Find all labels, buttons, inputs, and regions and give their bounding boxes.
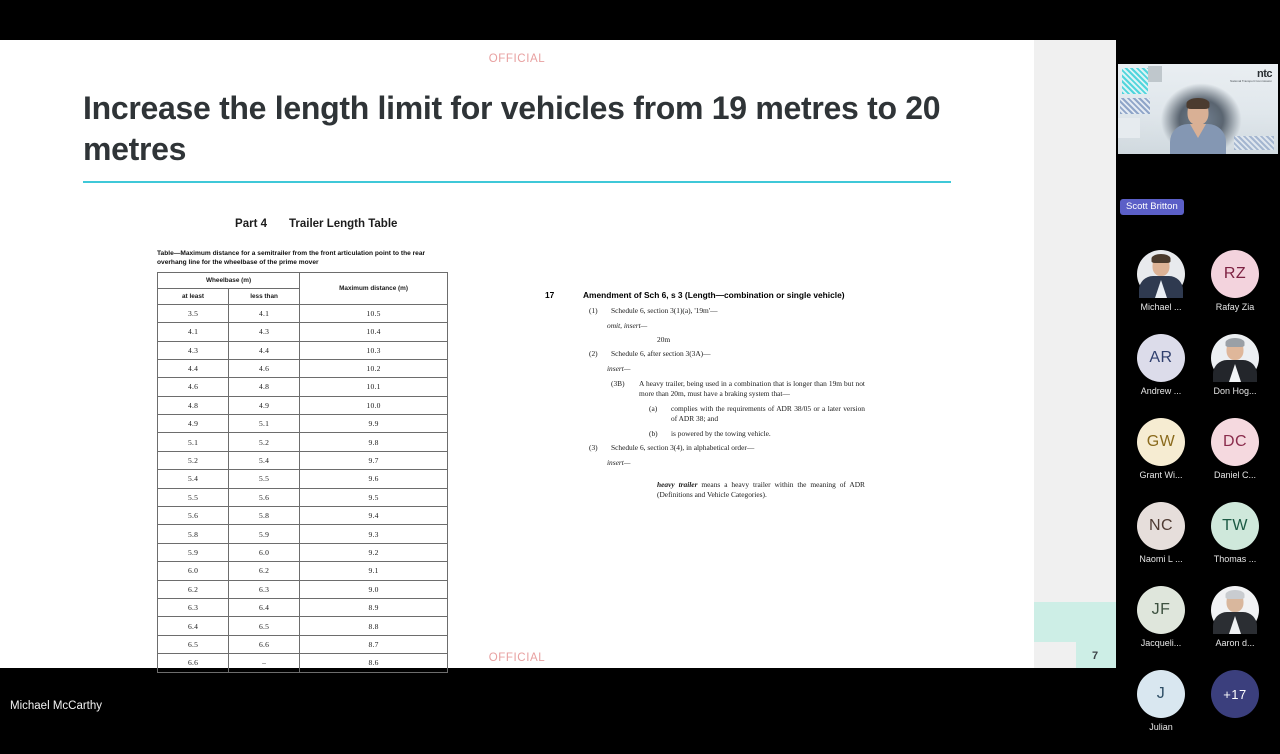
table-cell: 6.4 bbox=[158, 617, 229, 635]
participant-initials-avatar: J bbox=[1137, 670, 1185, 718]
table-row bbox=[158, 654, 448, 672]
table-cell: 6.4 bbox=[229, 598, 300, 616]
table-row bbox=[158, 378, 448, 396]
table-row bbox=[158, 433, 448, 451]
table-cell: 8.6 bbox=[300, 654, 448, 672]
table-cell: 4.9 bbox=[158, 415, 229, 433]
table-cell: 4.4 bbox=[158, 359, 229, 377]
participant-grid bbox=[1116, 250, 1280, 754]
participant-name: Rafay Zia bbox=[1215, 302, 1255, 312]
table-cell: 5.9 bbox=[229, 525, 300, 543]
table-cell: 5.6 bbox=[158, 507, 229, 525]
header-at-least: at least bbox=[158, 288, 229, 304]
table-cell: 6.3 bbox=[158, 598, 229, 616]
subsection-3-mark: (3) bbox=[589, 443, 598, 453]
table-cell: 5.8 bbox=[229, 507, 300, 525]
trailer-length-table-document bbox=[157, 218, 449, 673]
subsection-1-omit-insert: omit, insert— bbox=[607, 320, 648, 330]
clause-3b-text: A heavy trailer, being used in a combination that is longer than 19m but not more than 20m, must have a braking system that— bbox=[639, 379, 865, 398]
subsection-2-text: Schedule 6, after section 3(3A)— bbox=[611, 349, 711, 359]
title-underline-rule bbox=[83, 181, 951, 183]
section-heading: Amendment of Sch 6, s 3 (Length—combination or single vehicle) bbox=[583, 290, 845, 300]
ntc-logo-icon: ntc bbox=[1257, 68, 1272, 80]
table-cell: 4.6 bbox=[158, 378, 229, 396]
table-cell: 5.1 bbox=[229, 415, 300, 433]
subsection-2-mark: (2) bbox=[589, 349, 598, 359]
table-row bbox=[158, 451, 448, 469]
clause-3b-b-text: is powered by the towing vehicle. bbox=[671, 428, 771, 438]
legislation-extract-document bbox=[545, 290, 865, 500]
table-cell: 4.3 bbox=[158, 341, 229, 359]
participant-name: Michael ... bbox=[1140, 302, 1182, 312]
table-row bbox=[158, 635, 448, 653]
presentation-slide bbox=[0, 40, 1116, 668]
table-row bbox=[158, 470, 448, 488]
participant-name: Daniel C... bbox=[1213, 470, 1257, 480]
table-row bbox=[158, 580, 448, 598]
table-cell: 9.3 bbox=[300, 525, 448, 543]
slide-title: Increase the length limit for vehicles from 19 metres to 20 metres bbox=[83, 90, 941, 167]
trailer-length-table bbox=[157, 272, 448, 673]
table-cell: 10.0 bbox=[300, 396, 448, 414]
header-less-than: less than bbox=[229, 288, 300, 304]
video-background-pattern-d bbox=[1118, 118, 1140, 138]
speaker-hair bbox=[1187, 98, 1210, 109]
speaker-silhouette bbox=[1166, 100, 1230, 154]
table-cell: 6.0 bbox=[158, 562, 229, 580]
subsection-1-value: 20m bbox=[657, 335, 671, 345]
participant-initials-avatar: AR bbox=[1137, 334, 1185, 382]
classification-marking-top: OFFICIAL bbox=[488, 53, 546, 65]
table-cell: 5.9 bbox=[158, 543, 229, 561]
subsection-3 bbox=[545, 443, 865, 453]
slide-page-number: 7 bbox=[1091, 650, 1099, 662]
participant-tile[interactable] bbox=[1211, 502, 1259, 564]
participant-photo-avatar bbox=[1211, 586, 1259, 634]
table-cell: 5.4 bbox=[158, 470, 229, 488]
table-group-header-row bbox=[158, 272, 448, 288]
avatar-hair bbox=[1226, 590, 1245, 599]
table-cell: 6.5 bbox=[158, 635, 229, 653]
participant-tile[interactable] bbox=[1211, 250, 1259, 312]
participant-row bbox=[1116, 250, 1280, 312]
video-background-pattern-b bbox=[1148, 66, 1162, 82]
subsection-2 bbox=[545, 349, 865, 359]
table-cell: 6.3 bbox=[229, 580, 300, 598]
table-cell: 5.2 bbox=[229, 433, 300, 451]
clause-3b-a bbox=[545, 404, 865, 424]
table-cell: 6.2 bbox=[229, 562, 300, 580]
table-caption: Table—Maximum distance for a semitrailer from the front articulation point to the rear overhang line for the wheelbase of the prime mover bbox=[157, 250, 426, 267]
clause-3b-b bbox=[545, 429, 865, 439]
table-row bbox=[158, 488, 448, 506]
table-row bbox=[158, 415, 448, 433]
table-cell: 6.6 bbox=[229, 635, 300, 653]
participant-photo-avatar bbox=[1137, 250, 1185, 298]
active-speaker-name-badge: Scott Britton bbox=[1120, 199, 1184, 215]
ntc-logo-subtext: National Transport Commission bbox=[1230, 79, 1272, 83]
table-cell: 8.7 bbox=[300, 635, 448, 653]
table-cell: 5.8 bbox=[158, 525, 229, 543]
clause-3b-b-mark: (b) bbox=[649, 428, 658, 438]
participant-initials-avatar: GW bbox=[1137, 418, 1185, 466]
table-row bbox=[158, 598, 448, 616]
table-cell: 4.3 bbox=[229, 323, 300, 341]
legislation-section-heading-row bbox=[545, 290, 865, 301]
participant-row bbox=[1116, 502, 1280, 564]
table-row bbox=[158, 617, 448, 635]
table-row bbox=[158, 359, 448, 377]
classification-marking-bottom: OFFICIAL bbox=[488, 652, 546, 664]
participant-row bbox=[1116, 418, 1280, 480]
header-maximum-distance: Maximum distance (m) bbox=[300, 272, 448, 304]
active-speaker-video bbox=[1118, 64, 1278, 154]
table-cell: 4.4 bbox=[229, 341, 300, 359]
table-cell: 9.4 bbox=[300, 507, 448, 525]
table-cell: 3.5 bbox=[158, 304, 229, 322]
participant-initials-avatar: NC bbox=[1137, 502, 1185, 550]
table-cell: 10.5 bbox=[300, 304, 448, 322]
table-cell: 4.1 bbox=[158, 323, 229, 341]
table-cell: 6.5 bbox=[229, 617, 300, 635]
clause-3b-mark: (3B) bbox=[611, 379, 625, 389]
clause-3b bbox=[545, 379, 865, 399]
participant-initials-avatar: RZ bbox=[1211, 250, 1259, 298]
avatar-hair bbox=[1226, 338, 1245, 347]
table-cell: 10.3 bbox=[300, 341, 448, 359]
subsection-3-insert: insert— bbox=[607, 458, 631, 468]
table-cell: 6.2 bbox=[158, 580, 229, 598]
table-cell: 4.1 bbox=[229, 304, 300, 322]
participant-row bbox=[1116, 586, 1280, 648]
participant-tile[interactable] bbox=[1137, 334, 1185, 396]
subsection-2-insert: insert— bbox=[607, 364, 631, 374]
definition-term: heavy trailer bbox=[657, 480, 698, 490]
participant-name: Don Hog... bbox=[1213, 386, 1257, 396]
table-cell: 9.7 bbox=[300, 451, 448, 469]
table-cell: 5.5 bbox=[229, 470, 300, 488]
participant-initials-avatar: TW bbox=[1211, 502, 1259, 550]
subsection-3-text: Schedule 6, section 3(4), in alphabetical order— bbox=[611, 443, 755, 453]
table-cell: 5.1 bbox=[158, 433, 229, 451]
participant-name: Naomi L ... bbox=[1139, 554, 1183, 564]
table-row bbox=[158, 323, 448, 341]
participant-initials-avatar: JF bbox=[1137, 586, 1185, 634]
participant-tile[interactable] bbox=[1211, 418, 1259, 480]
avatar-hair bbox=[1152, 254, 1171, 263]
table-cell: 6.0 bbox=[229, 543, 300, 561]
table-body bbox=[158, 304, 448, 672]
table-cell: 10.2 bbox=[300, 359, 448, 377]
participant-name: Jacqueli... bbox=[1140, 638, 1182, 648]
participant-name: Julian bbox=[1149, 722, 1173, 732]
table-cell: 9.2 bbox=[300, 543, 448, 561]
table-row bbox=[158, 562, 448, 580]
definition-body: means a heavy trailer within the meaning of ADR (Definitions and Vehicle Categories). bbox=[657, 480, 865, 499]
part-heading bbox=[157, 218, 449, 230]
participant-name: Aaron d... bbox=[1215, 638, 1255, 648]
table-cell: 4.8 bbox=[158, 396, 229, 414]
participant-tile[interactable] bbox=[1211, 586, 1259, 648]
table-cell: 9.6 bbox=[300, 470, 448, 488]
table-row bbox=[158, 341, 448, 359]
participant-tile[interactable] bbox=[1137, 586, 1185, 648]
table-cell: 5.6 bbox=[229, 488, 300, 506]
table-row bbox=[158, 543, 448, 561]
table-cell: 4.9 bbox=[229, 396, 300, 414]
participant-name: Grant Wi... bbox=[1139, 470, 1183, 480]
participants-sidebar bbox=[1116, 0, 1280, 732]
table-cell: – bbox=[229, 654, 300, 672]
participant-tile[interactable] bbox=[1137, 502, 1185, 564]
clause-3b-a-mark: (a) bbox=[649, 403, 658, 413]
table-cell: 9.8 bbox=[300, 433, 448, 451]
video-background-pattern-a bbox=[1122, 68, 1148, 94]
table-cell: 9.0 bbox=[300, 580, 448, 598]
part-name: Trailer Length Table bbox=[289, 218, 398, 230]
video-background-pattern-e bbox=[1234, 136, 1274, 150]
section-number: 17 bbox=[545, 290, 555, 300]
table-cell: 8.8 bbox=[300, 617, 448, 635]
clause-3b-a-text: complies with the requirements of ADR 38/05 or a later version of ADR 38; and bbox=[671, 403, 865, 423]
participant-overflow-count: +17 bbox=[1211, 670, 1259, 718]
subsection-1-mark: (1) bbox=[589, 305, 598, 315]
definition-heavy-trailer bbox=[545, 480, 865, 500]
table-cell: 5.5 bbox=[158, 488, 229, 506]
table-row bbox=[158, 304, 448, 322]
table-row bbox=[158, 525, 448, 543]
subsection-1-text: Schedule 6, section 3(1)(a), '19m'— bbox=[611, 305, 718, 315]
participant-name: Thomas ... bbox=[1213, 554, 1257, 564]
table-cell: 8.9 bbox=[300, 598, 448, 616]
participant-row bbox=[1116, 334, 1280, 396]
table-cell: 4.8 bbox=[229, 378, 300, 396]
table-cell: 9.5 bbox=[300, 488, 448, 506]
table-cell: 5.2 bbox=[158, 451, 229, 469]
subsection-1 bbox=[545, 306, 865, 316]
participant-name: Andrew ... bbox=[1140, 386, 1182, 396]
participant-row bbox=[1116, 670, 1280, 732]
table-row bbox=[158, 396, 448, 414]
active-speaker-video-tile[interactable] bbox=[1118, 64, 1278, 154]
participant-photo-avatar bbox=[1211, 334, 1259, 382]
video-background-pattern-c bbox=[1120, 98, 1150, 114]
participant-tile[interactable] bbox=[1137, 418, 1185, 480]
participant-tile[interactable] bbox=[1137, 670, 1185, 732]
table-cell: 10.4 bbox=[300, 323, 448, 341]
participant-tile[interactable] bbox=[1137, 250, 1185, 312]
table-cell: 6.6 bbox=[158, 654, 229, 672]
participant-tile[interactable] bbox=[1211, 334, 1259, 396]
participant-tile[interactable] bbox=[1211, 670, 1259, 732]
table-cell: 5.4 bbox=[229, 451, 300, 469]
slide-decor-strip bbox=[1034, 40, 1116, 668]
table-cell: 4.6 bbox=[229, 359, 300, 377]
table-cell: 9.1 bbox=[300, 562, 448, 580]
table-cell: 9.9 bbox=[300, 415, 448, 433]
group-header-wheelbase: Wheelbase (m) bbox=[158, 272, 300, 288]
table-row bbox=[158, 507, 448, 525]
part-label: Part 4 bbox=[235, 218, 267, 230]
table-cell: 10.1 bbox=[300, 378, 448, 396]
self-name-label: Michael McCarthy bbox=[10, 700, 103, 712]
participant-initials-avatar: DC bbox=[1211, 418, 1259, 466]
